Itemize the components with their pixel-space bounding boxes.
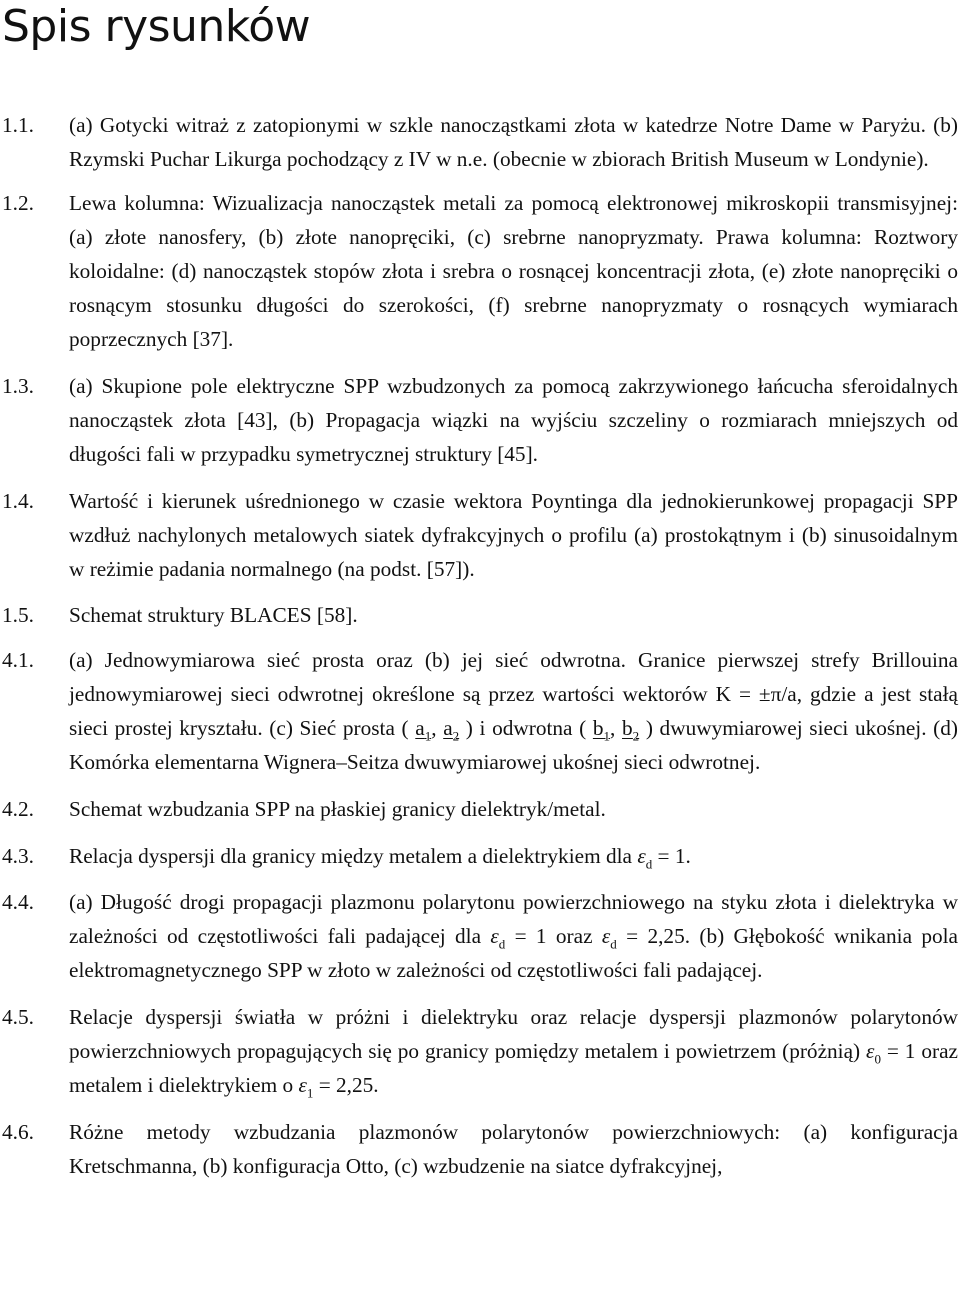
list-item [0,792,960,826]
list-item [0,598,960,632]
math-formula-epsilon-1: $\varepsilon_1 = 2,25$. [298,1073,379,1101]
entry-number: 1.4. [2,489,34,513]
entry-number: 1.2. [2,191,34,215]
entry-number: 4.4. [2,890,34,914]
entry-number: 1.5. [2,603,34,627]
page-title: Spis rysunków [2,1,311,52]
list-item [0,1115,960,1183]
list-item [0,484,960,586]
entry-number: 1.3. [2,374,34,398]
math-vector-a2: $a_2$ [443,716,460,744]
entry-text-part: , gdzie [796,682,857,706]
math-formula-epsilon-d: $\varepsilon_d = 1$. [637,844,691,872]
math-formula-k: K = ±π/a [715,682,797,706]
entry-text: (a) Skupione pole elektryczne SPP wzbudzonych za pomocą zakrzywionego łańcucha sferoidalnych nanocząstek złota [43], (b) Propagacja wiązki na wyjściu szczeliny o rozmiarach mniejszych od długości fali w przypadku symetrycznej struktury [45]. [69,374,958,466]
list-item [0,839,960,873]
entry-number: 4.3. [2,844,34,868]
entry-text-part: (a) Jednowymiarowa sieć prosta oraz (b) jej sieć odwrotna. Granice pierwszej strefy Brillouina jednowymiarowej sieci odwrotnej określone są przez wartości wektorów [69,648,958,706]
math-formula-epsilon-0: $\varepsilon_0 = 1$ [866,1039,916,1067]
entry-text [69,1000,958,1102]
list-item [0,643,960,779]
math-symbol-a: a [864,682,874,706]
list-item [0,885,960,987]
entry-text-part: Relacje dyspersji światła w próżni i dielektryku oraz relacje dyspersji plazmonów polarytonów powierzchniowych propagujących się po granicy pomiędzy metalem i powietrzem (próżnią) [69,1005,958,1063]
entry-text: (a) Jednowymiarowa sieć prosta oraz (b) jej sieć odwrotna. Granice pierwszej strefy Brillouina jednowymiarowej sieci odwrotnej określone są przez wartości wektorów K = ±π/a, gdzie a jest stałą sieci prostej kryształu. (c) Sieć prosta ( $a_1$, $a_2$ ) i odwrotna ( $b_1$, $b_2$ ) dwuwymiarowej sieci ukośnej. (d) Komórka elementarna Wignera–Seitza dwuwymiarowej ukośnej sieci odwrotnej. [69,648,959,774]
entry-text [69,885,958,987]
figure-list [0,108,960,1183]
math-vector-a1: $a_1$ [415,716,432,744]
entry-text [69,839,958,873]
entry-number: 4.5. [2,1005,34,1029]
entry-text-part: (a) Długość drogi propagacji plazmonu polarytonu powierzchniowego na styku złota i dielektryka w zależności od częstotliwości fali padającej dla [69,890,958,948]
entry-number: 4.2. [2,797,34,821]
list-item [0,186,960,356]
math-vector-b2: $b_2$ [622,716,640,744]
entry-text: Schemat struktury BLACES [58]. [69,603,358,627]
list-item [0,1000,960,1102]
entry-text: Schemat wzbudzania SPP na płaskiej granicy dielektryk/metal. [69,797,606,821]
entry-text-part: oraz metalem i dielektrykiem o [69,1039,958,1097]
entry-text-part: ) i odwrotna ( [465,716,587,740]
entry-number: 1.1. [2,113,34,137]
list-item [0,369,960,471]
entry-text: (a) Gotycki witraż z zatopionymi w szkle nanocząstkami złota w katedrze Notre Dame w Paryżu. (b) Rzymski Puchar Likurga pochodzący z IV w n.e. (obecnie w zbiorach British Museum w Londynie). [69,113,958,171]
entry-text: Różne metody wzbudzania plazmonów polarytonów powierzchniowych: (a) konfiguracja Kretschmanna, (b) konfiguracja Otto, (c) wzbudzenie na siatce dyfrakcyjnej, [69,1120,958,1178]
entry-text: Lewa kolumna: Wizualizacja nanocząstek metali za pomocą elektronowej mikroskopii transmisyjnej: (a) złote nanosfery, (b) złote nanopręciki, (c) srebrne nanopryzmaty. Prawa kolumna: Roztwory koloidalne: (d) nanocząstek stopów złota i srebra o rosnącej koncentracji złota, (e) złote nanopręciki o rosnącym stosunku długości do szerokości, (f) srebrne nanopryzmaty o rosnących wymiarach poprzecznych [37]. [69,191,958,351]
list-item [0,108,960,176]
entry-text-part: ) dwuwymiarowej sieci ukośnej. (d) Komórka elementarna Wignera–Seitza dwuwymiarowej ukośnej sieci odwrotnej. [69,716,959,774]
entry-number: 4.6. [2,1120,34,1144]
entry-text-part: (b) Głębokość wnikania pola elektromagnetycznego SPP w złoto w zależności od częstotliwości fali padającej. [69,924,959,982]
entry-text-part: Relacja dyspersji dla granicy między metalem a dielektrykiem dla [69,844,632,868]
entry-text: Wartość i kierunek uśrednionego w czasie wektora Poyntinga dla jednokierunkowej propagacji SPP wzdłuż nachylonych metalowych siatek dyfrakcyjnych o profilu (a) prostokątnym i (b) sinusoidalnym w reżimie padania normalnego (na podst. [57]). [69,489,958,581]
math-formula-epsilon-d: $\varepsilon_d = 1$ [490,924,547,952]
entry-number: 4.1. [2,648,34,672]
math-formula-epsilon-d: $\varepsilon_d = 2,25$. [601,924,691,952]
entry-text-part: oraz [555,924,593,948]
entry-text-part: jest stałą sieci prostej kryształu. (c) Sieć prosta ( [69,682,959,740]
math-vector-b1: $b_1$ [592,716,611,744]
